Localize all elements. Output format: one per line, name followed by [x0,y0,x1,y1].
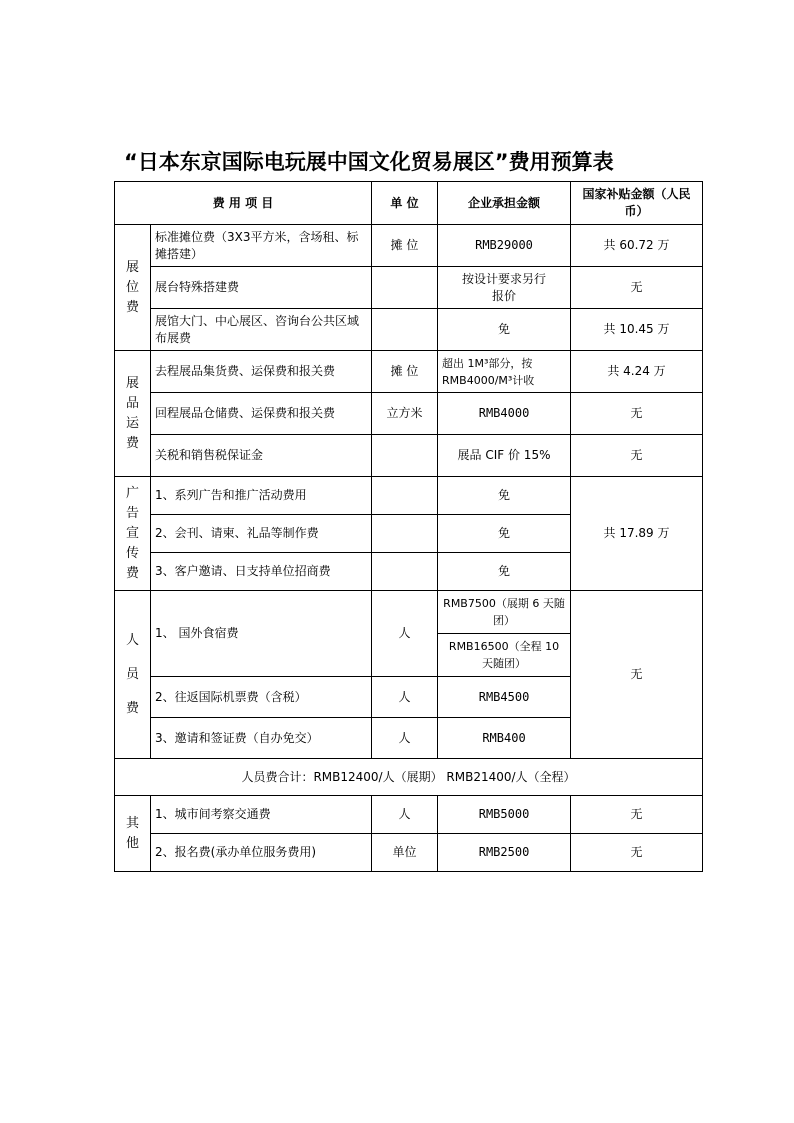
staff-total-row [115,759,703,796]
item-cell: 展馆大门、中心展区、咨询台公共区域布展费 [151,309,372,351]
header-enterprise: 企业承担金额 [438,182,571,225]
header-unit: 单 位 [372,182,438,225]
table-row [115,309,703,351]
enterprise-cell: RMB4000 [438,393,571,435]
unit-cell: 人 [372,718,438,759]
unit-cell [372,309,438,351]
unit-cell [372,477,438,515]
category-other: 其他 [115,796,151,872]
category-staff: 人员费 [115,591,151,759]
item-cell: 3、邀请和签证费（自办免交） [151,718,372,759]
unit-cell [372,553,438,591]
category-booth: 展位费 [115,225,151,351]
category-shipping: 展品运费 [115,351,151,477]
page-title: “日本东京国际电玩展中国文化贸易展区”费用预算表 [124,150,614,174]
enterprise-cell: 免 [438,309,571,351]
category-ads: 广告宣传费 [115,477,151,591]
item-cell: 标准摊位费（3X3平方米，含场租、标摊搭建） [151,225,372,267]
subsidy-cell: 无 [571,393,703,435]
item-cell: 去程展品集货费、运保费和报关费 [151,351,372,393]
enterprise-cell: RMB5000 [438,796,571,834]
enterprise-cell: RMB400 [438,718,571,759]
subsidy-cell: 无 [571,435,703,477]
enterprise-cell: 免 [438,553,571,591]
item-cell: 2、往返国际机票费（含税） [151,677,372,718]
item-cell: 展台特殊搭建费 [151,267,372,309]
subsidy-cell: 共 17.89 万 [571,477,703,591]
item-cell: 1、城市间考察交通费 [151,796,372,834]
staff-total: 人员费合计：RMB12400/人（展期） RMB21400/人（全程） [115,759,703,796]
item-cell: 2、会刊、请柬、礼品等制作费 [151,515,372,553]
enterprise-cell: RMB16500（全程 10 天随团） [438,634,571,677]
enterprise-cell: RMB7500（展期 6 天随团） [438,591,571,634]
item-cell: 1、系列广告和推广活动费用 [151,477,372,515]
unit-cell [372,435,438,477]
unit-cell: 摊 位 [372,351,438,393]
table-row [115,834,703,872]
enterprise-cell: 按设计要求另行报价 [438,267,571,309]
unit-cell: 人 [372,591,438,677]
enterprise-cell: 免 [438,477,571,515]
enterprise-cell: RMB2500 [438,834,571,872]
header-item: 费 用 项 目 [115,182,372,225]
item-cell: 3、客户邀请、日支持单位招商费 [151,553,372,591]
subsidy-cell: 无 [571,834,703,872]
enterprise-cell: RMB29000 [438,225,571,267]
subsidy-cell: 无 [571,796,703,834]
table-row [115,225,703,267]
unit-cell [372,515,438,553]
table-row [115,435,703,477]
table-row [115,393,703,435]
subsidy-cell: 共 4.24 万 [571,351,703,393]
unit-cell: 人 [372,796,438,834]
table-row [115,351,703,393]
table-row [115,267,703,309]
subsidy-cell: 无 [571,591,703,759]
item-cell: 回程展品仓储费、运保费和报关费 [151,393,372,435]
table-row [115,591,703,634]
unit-cell [372,267,438,309]
item-cell: 1、 国外食宿费 [151,591,372,677]
header-row [115,182,703,225]
budget-table [114,181,703,872]
item-cell: 2、报名费(承办单位服务费用) [151,834,372,872]
enterprise-cell: 超出 1M³部分，按 RMB4000/M³计收 [438,351,571,393]
table-row [115,796,703,834]
subsidy-cell: 无 [571,267,703,309]
enterprise-cell: 免 [438,515,571,553]
unit-cell: 摊 位 [372,225,438,267]
item-cell: 关税和销售税保证金 [151,435,372,477]
subsidy-cell: 共 60.72 万 [571,225,703,267]
unit-cell: 单位 [372,834,438,872]
enterprise-cell: RMB4500 [438,677,571,718]
table-row [115,477,703,515]
unit-cell: 人 [372,677,438,718]
header-subsidy: 国家补贴金额（人民币） [571,182,703,225]
subsidy-cell: 共 10.45 万 [571,309,703,351]
enterprise-cell: 展品 CIF 价 15% [438,435,571,477]
unit-cell: 立方米 [372,393,438,435]
